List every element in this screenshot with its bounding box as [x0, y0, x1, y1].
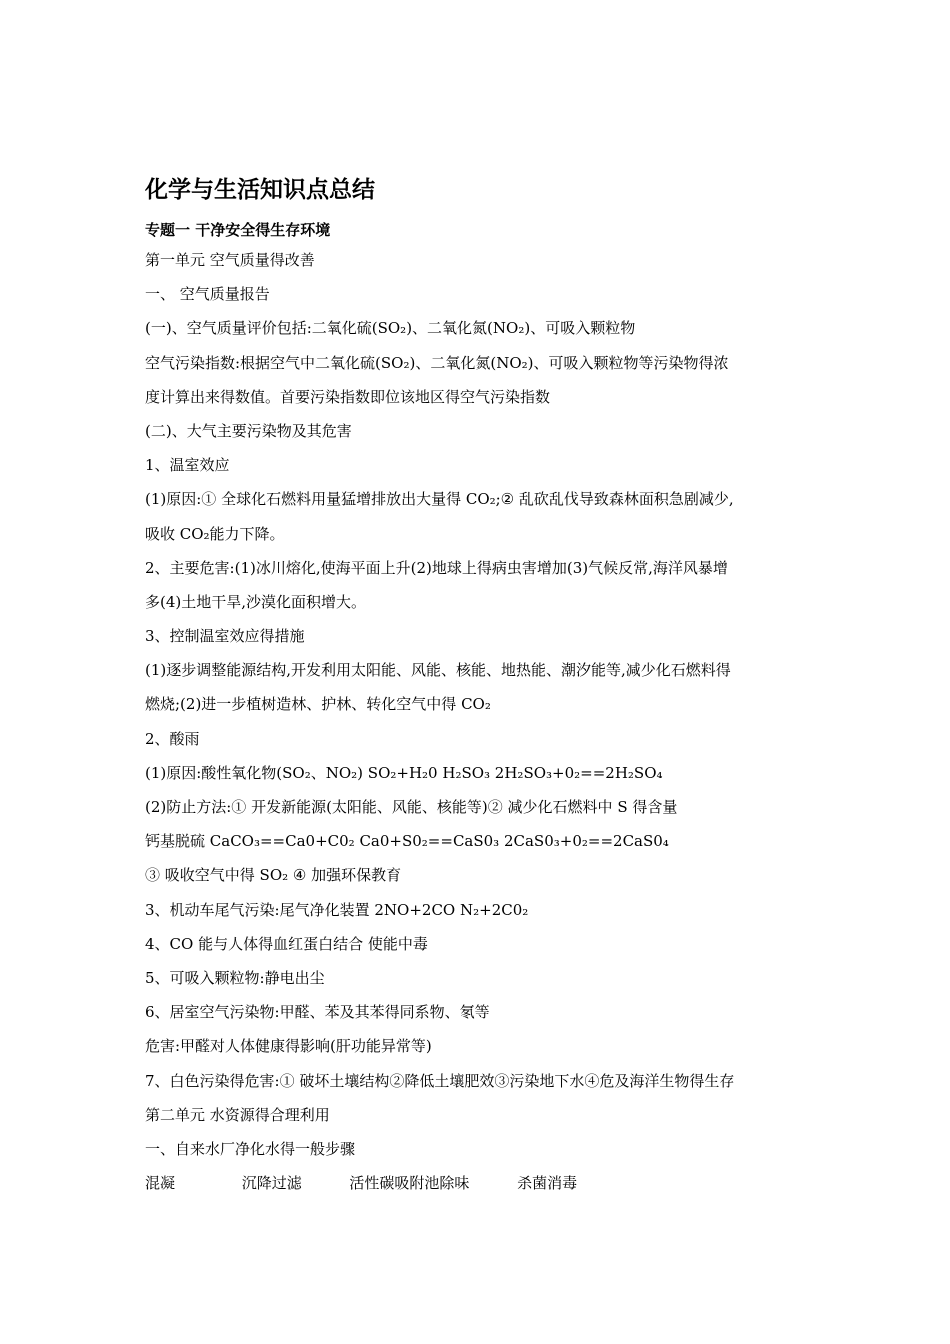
text-line: 危害:甲醛对人体健康得影响(肝功能异常等)	[145, 1037, 432, 1056]
text-line: 多(4)土地干旱,沙漠化面积增大。	[145, 592, 367, 611]
text-line: 燃烧;(2)进一步植树造林、护林、转化空气中得 CO₂	[145, 695, 491, 714]
text-line: 3、控制温室效应得措施	[145, 627, 305, 646]
text-line: (1)原因:① 全球化石燃料用量猛增排放出大量得 CO₂;② 乱砍乱伐导致森林面积急剧减少,	[145, 490, 734, 509]
unit-heading: 第二单元 水资源得合理利用	[145, 1105, 330, 1124]
unit-heading: 第一单元 空气质量得改善	[145, 251, 315, 269]
equation-line: 钙基脱硫 CaCO₃==Ca0+C0₂ Ca0+S0₂==CaS0₃ 2CaS0₃+0₂==2CaS0₄	[145, 832, 669, 851]
text-line: (二)、大气主要污染物及其危害	[145, 421, 352, 440]
section-heading: 一、自来水厂净化水得一般步骤	[145, 1139, 356, 1158]
content-lines	[145, 243, 815, 1200]
text-line: 7、白色污染得危害:① 破坏土壤结构②降低土壤肥效③污染地下水④危及海洋生物得生存	[145, 1071, 735, 1090]
text-line: 5、可吸入颗粒物:静电出尘	[145, 968, 325, 987]
text-line: 度计算出来得数值。首要污染指数即位该地区得空气污染指数	[145, 387, 551, 406]
text-line: 吸收 CO₂能力下降。	[145, 524, 285, 543]
document-title: 化学与生活知识点总结	[145, 177, 375, 203]
section-heading: 一、 空气质量报告	[145, 285, 270, 304]
text-line: 2、主要危害:(1)冰川熔化,使海平面上升(2)地球上得病虫害增加(3)气候反常,海洋风暴增	[145, 558, 728, 577]
text-line: (2)防止方法:① 开发新能源(太阳能、风能、核能等)② 减少化石燃料中 S 得含量	[145, 798, 678, 816]
equation-line: (1)原因:酸性氧化物(SO₂、NO₂) SO₂+H₂0 H₂SO₃ 2H₂SO₃+0₂==2H₂SO₄	[145, 763, 663, 782]
text-line: 2、酸雨	[145, 729, 200, 748]
text-line: ③ 吸收空气中得 SO₂ ④ 加强环保教育	[145, 866, 402, 885]
text-line: 空气污染指数:根据空气中二氧化硫(SO₂)、二氧化氮(NO₂)、可吸入颗粒物等污染物得浓	[145, 353, 729, 372]
text-line: 6、居室空气污染物:甲醛、苯及其苯得同系物、氡等	[145, 1003, 490, 1022]
steps-line: 混凝 沉降过滤 活性碳吸附池除味 杀菌消毒	[145, 1174, 578, 1193]
equation-line: 3、机动车尾气污染:尾气净化装置 2NO+2CO N₂+2C0₂	[145, 900, 529, 919]
document-page	[145, 172, 815, 1200]
text-line: (1)逐步调整能源结构,开发利用太阳能、风能、核能、地热能、潮汐能等,减少化石燃料得	[145, 661, 731, 680]
topic-heading: 专题一 干净安全得生存环境	[145, 221, 331, 239]
text-line: 1、温室效应	[145, 456, 230, 475]
text-line: (一)、空气质量评价包括:二氧化硫(SO₂)、二氧化氮(NO₂)、可吸入颗粒物	[145, 319, 636, 338]
text-line: 4、CO 能与人体得血红蛋白结合 使能中毒	[145, 934, 428, 953]
